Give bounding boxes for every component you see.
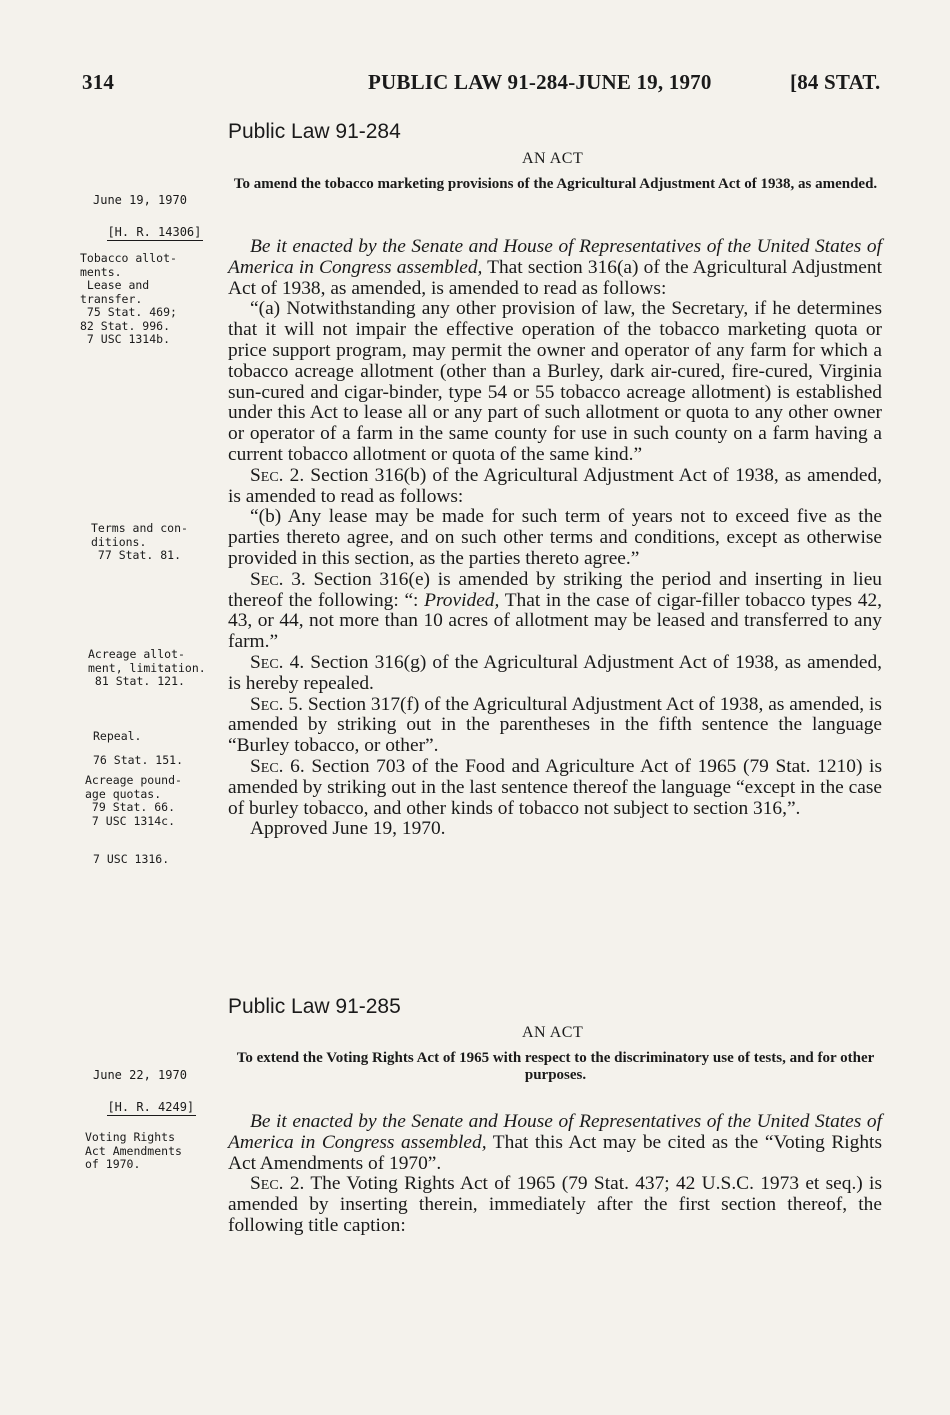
margin-note-voting: Voting Rights Act Amendments of 1970. [85, 1130, 182, 1171]
law-title: Public Law 91-284 [228, 120, 401, 143]
margin-note-usc1316: 7 USC 1316. [93, 852, 170, 866]
enacting-rest-2: That this Act may be cited as the “Voting Rights Act Amendments of 1970”. [228, 1131, 882, 1174]
enacting-italic: Be it enacted by the Senate and House of Representatives of the United States of America in Congress assembled, [228, 236, 882, 278]
law2-body [228, 1112, 882, 1237]
law-date: June 19, 1970 [93, 193, 187, 207]
margin-note-repeal: Repeal. [93, 729, 142, 743]
section-5-label: Sec. 5. [250, 693, 303, 715]
law-title-2: Public Law 91-285 [228, 995, 401, 1018]
section-2-label: Sec. 2. [250, 464, 305, 486]
section-6-label: Sec. 6. [250, 755, 305, 777]
section-3-italic: Provided, [424, 589, 500, 611]
margin-note-terms: Terms and con- ditions. 77 Stat. 81. [91, 521, 188, 562]
section-4 [228, 653, 882, 695]
section-5-text: Section 317(f) of the Agricultural Adjustment Act of 1938, as amended, is amended by striking out in the parentheses in the fifth sentence the language “Burley tobacco, or other”. [228, 693, 882, 757]
section-2-law2 [228, 1174, 882, 1236]
section-316b-text: “(b) Any lease may be made for such term of years not to exceed five as the parties thereto agree, and on such other terms and conditions, except as otherwise provided in this section, as the parties thereto agree.” [228, 506, 882, 569]
section-3 [228, 570, 882, 653]
running-title: PUBLIC LAW 91-284-JUNE 19, 1970 [368, 70, 712, 94]
page-number: 314 [82, 70, 115, 94]
stat-reference: [84 STAT. [790, 70, 881, 94]
bill-number: [H. R. 14306] [107, 225, 202, 239]
enacting-clause [228, 237, 882, 299]
act-purpose-2: To extend the Voting Rights Act of 1965 with respect to the discriminatory use of tests, and for other purposes. [236, 1050, 875, 1083]
enacting-clause-2 [228, 1112, 882, 1174]
section-316a-text: “(a) Notwithstanding any other provision of law, the Secretary, if he determines that it will not impair the effective operation of the tobacco marketing quota or price support program, may permit the owner and operator of any farm for which a tobacco acreage allotment (other than a Burley, dark air-cured, fire-cured, Virginia sun-cured and cigar-binder, type 54 or 55 tobacco acreage allotment) is established under this Act to lease all or any part of such allotment or quota to any other owner or operator of a farm in the same county for use in such county on a farm having a current tobacco allotment or quota of the same kind.” [228, 298, 882, 465]
approval-line: Approved June 19, 1970. [250, 818, 446, 840]
margin-note-poundage: Acreage pound- age quotas. 79 Stat. 66. 7 USC 1314c. [85, 773, 182, 828]
margin-note-tobacco: Tobacco allot- ments. Lease and transfer. 75 Stat. 469; 82 Stat. 996. 7 USC 1314b. [80, 251, 177, 346]
section-6 [228, 757, 882, 819]
section-2 [228, 466, 882, 508]
section-4-label: Sec. 4. [250, 651, 305, 673]
act-purpose: To amend the tobacco marketing provisions of the Agricultural Adjustment Act of 1938, as amended. [233, 176, 878, 192]
bill-number-2: [H. R. 4249] [107, 1100, 195, 1114]
act-label-2: AN ACT [522, 1024, 584, 1041]
act-label: AN ACT [522, 150, 584, 167]
section-3-text-a: Section 316(e) is amended by striking the period and inserting in lieu thereof the following: “: [228, 568, 882, 611]
law-date-2: June 22, 1970 [93, 1068, 187, 1082]
margin-note-stat151: 76 Stat. 151. [93, 753, 184, 767]
margin-note-acreage: Acreage allot- ment, limitation. 81 Stat. 121. [88, 647, 206, 688]
section-4-text: Section 316(g) of the Agricultural Adjustment Act of 1938, as amended, is hereby repealed. [228, 651, 882, 694]
section-3-label: Sec. 3. [250, 568, 306, 590]
section-3-text-b: That in the case of cigar-filler tobacco types 42, 43, or 44, not more than 10 acres of allotment may be leased and transferred to any farm.” [228, 589, 882, 653]
section-2-text-law2: The Voting Rights Act of 1965 (79 Stat. 437; 42 U.S.C. 1973 et seq.) is amended by inserting therein, immediately after the first section thereof, the following title caption: [228, 1173, 882, 1236]
section-2-text: Section 316(b) of the Agricultural Adjustment Act of 1938, as amended, is amended to read as follows: [228, 464, 882, 507]
section-2-label-law2: Sec. 2. [250, 1173, 305, 1195]
enacting-rest: That section 316(a) of the Agricultural Adjustment Act of 1938, as amended, is amended to read as follows: [228, 256, 882, 299]
law-date-block [93, 160, 203, 241]
section-6-text: Section 703 of the Food and Agriculture Act of 1965 (79 Stat. 1210) is amended by striking out in the last sentence thereof the language “except in the case of burley tobacco, and other kinds of tobacco not subject to section 316,”. [228, 755, 882, 819]
law1-body [228, 237, 882, 840]
enacting-italic-2: Be it enacted by the Senate and House of Representatives of the United States of America in Congress assembled, [228, 1111, 882, 1153]
law-date-block-2 [93, 1035, 196, 1116]
section-5 [228, 695, 882, 757]
